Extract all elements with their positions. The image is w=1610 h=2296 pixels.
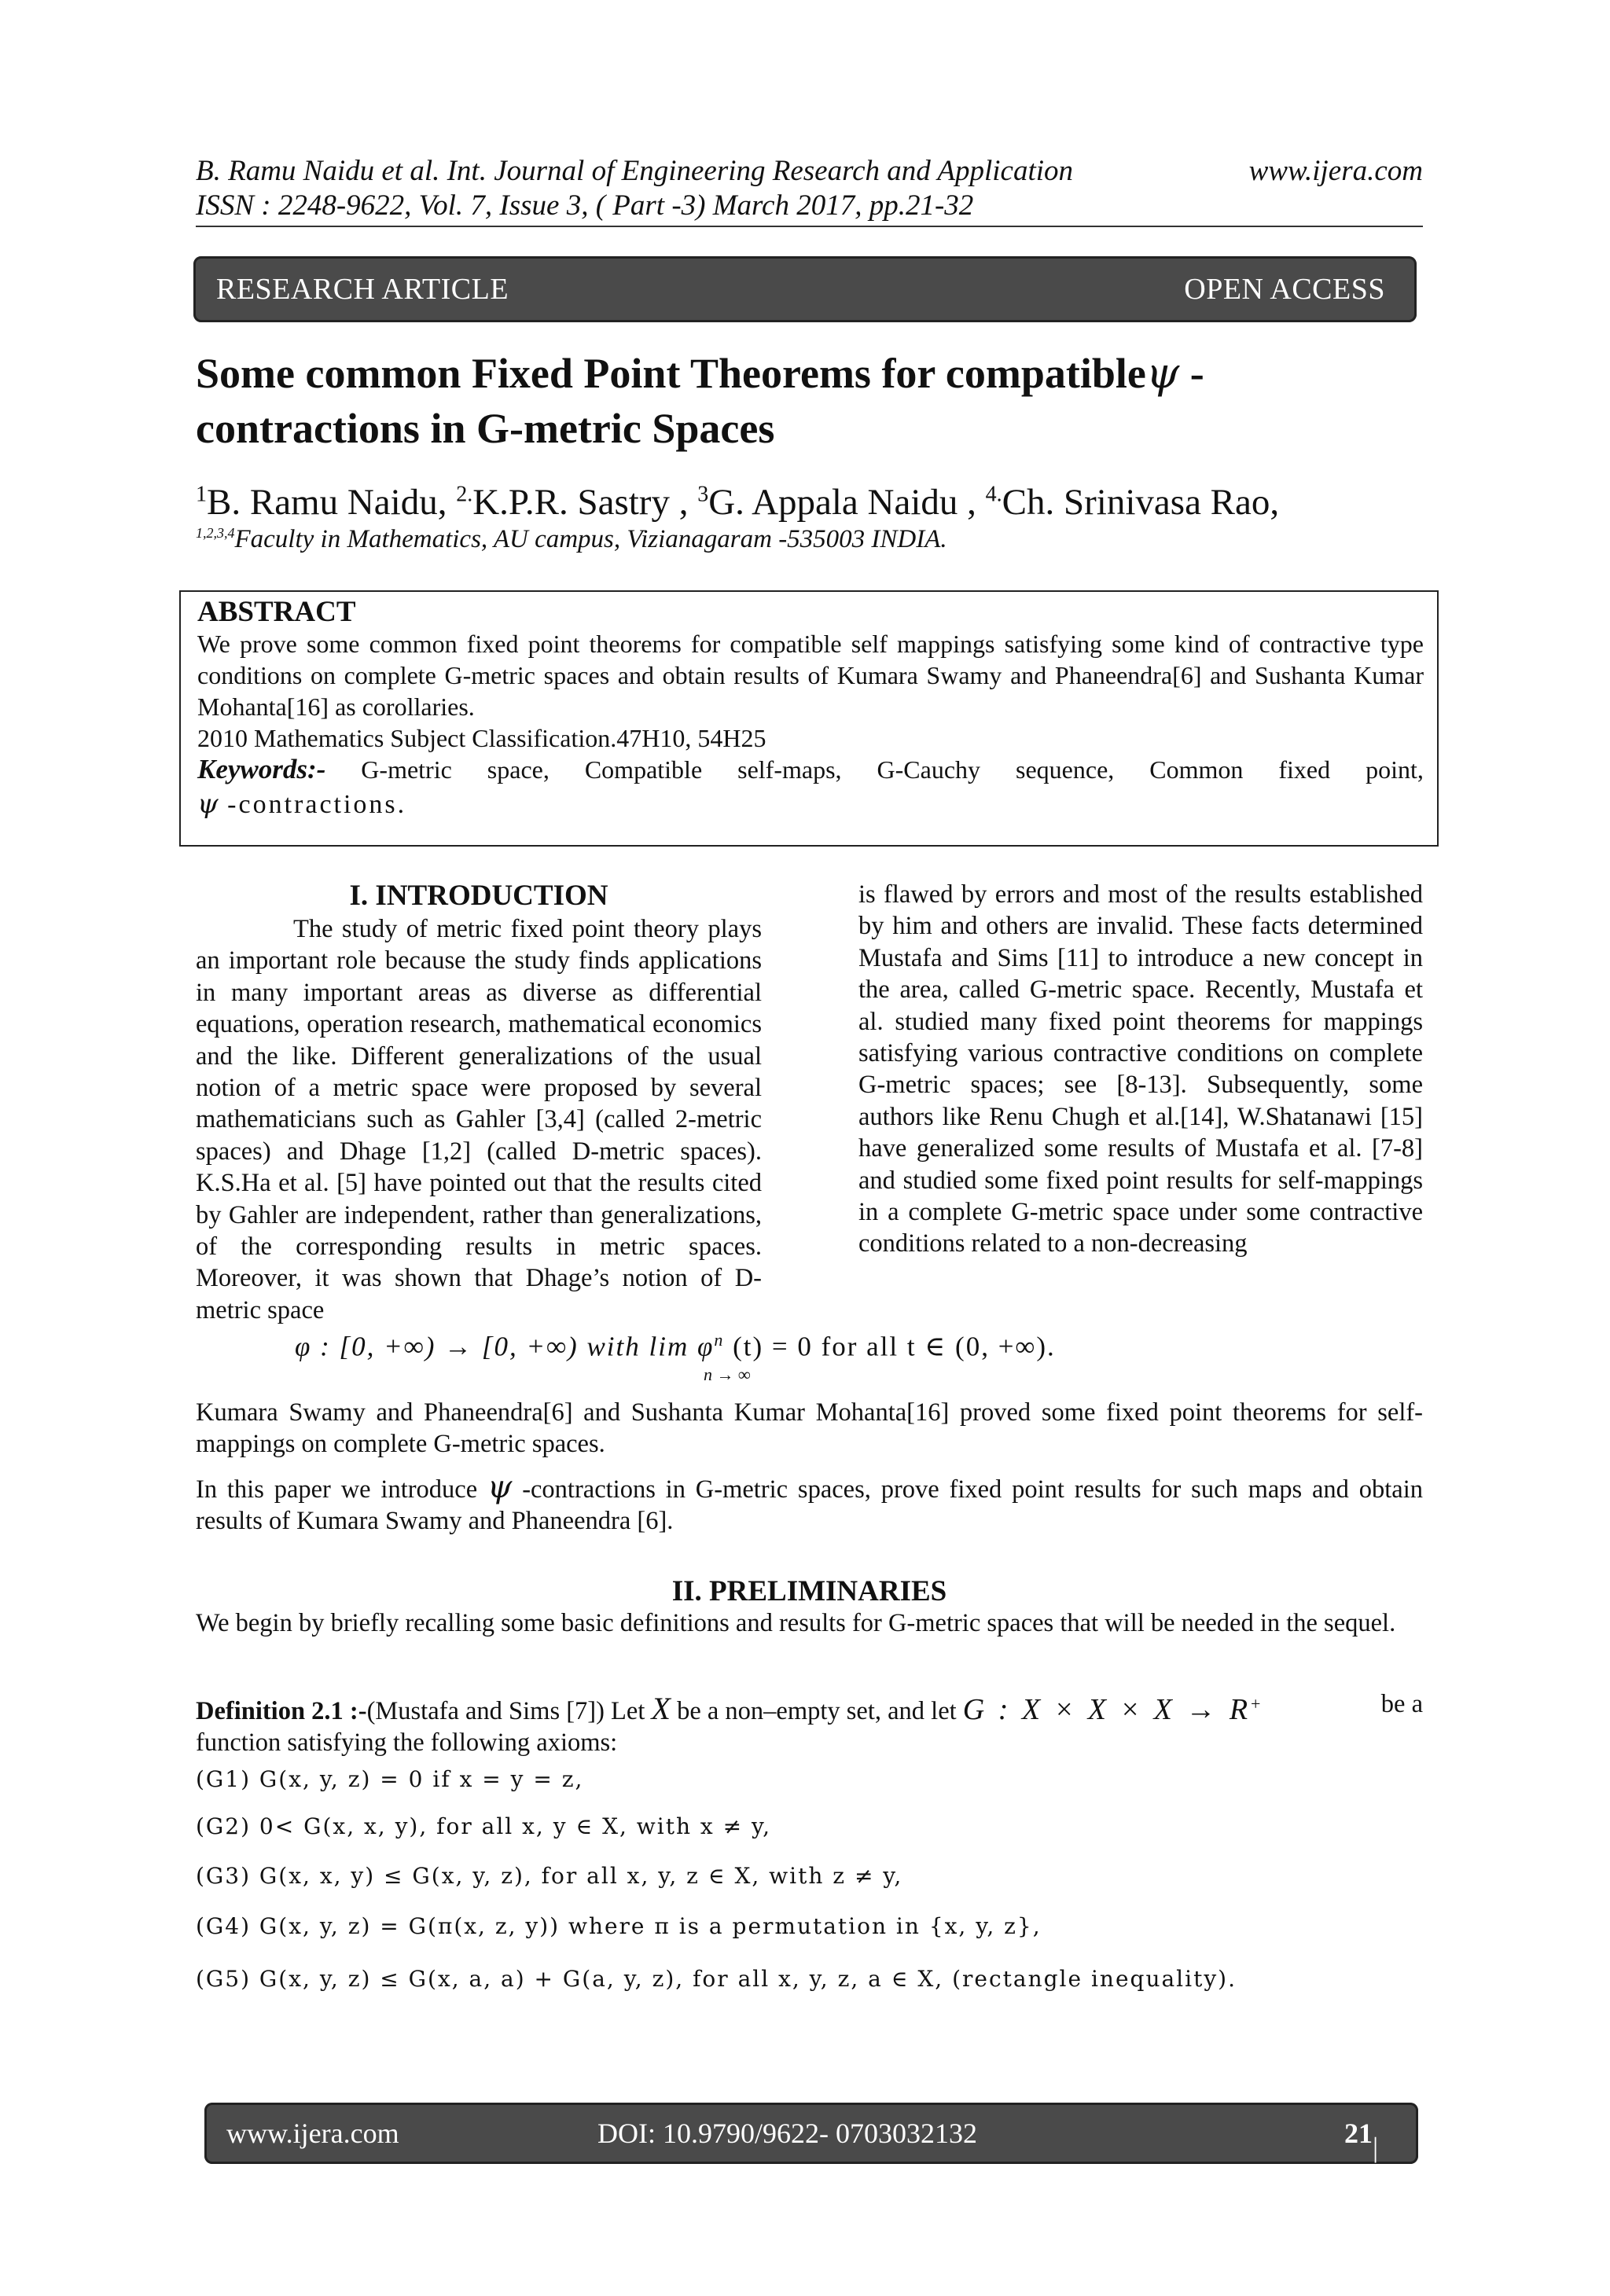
abstract-body: We prove some common fixed point theorems for compatible self mappings satisfying some kind of contractive type conditions on complete G-metric spaces and obtain results of Kumara Swamy and Phaneendra[6] and Sushanta Kumar Mohanta[16] as corollaries. bbox=[197, 630, 1424, 721]
msc-classification: 2010 Mathematics Subject Classification.47H10, 54H25 bbox=[197, 724, 766, 752]
open-access-label: OPEN ACCESS bbox=[1184, 273, 1385, 306]
footer-page-number bbox=[1344, 2117, 1388, 2295]
title-psi-symbol: ψ bbox=[1145, 348, 1180, 398]
keyword-word: point, bbox=[1366, 755, 1424, 784]
footer-website[interactable]: www.ijera.com bbox=[226, 2118, 399, 2149]
keyword-word: G-metric bbox=[361, 755, 452, 784]
journal-header: B. Ramu Naidu et al. Int. Journal of Engineering Research and Application bbox=[196, 155, 1074, 187]
definition-2-1 bbox=[196, 1688, 1423, 1758]
keyword-word: Common bbox=[1149, 755, 1244, 784]
affiliation bbox=[196, 525, 947, 554]
author-2: K.P.R. Sastry , bbox=[472, 482, 698, 523]
intro-right-column bbox=[858, 879, 1423, 1260]
affiliation-text: Faculty in Mathematics, AU campus, Vizianagaram -535003 INDIA. bbox=[234, 525, 947, 553]
definition-text: be a bbox=[1380, 1690, 1423, 1718]
section-heading-introduction: I. INTRODUCTION bbox=[349, 880, 608, 912]
axiom-g4: (G4) G(x, y, z) = G(π(x, z, y)) where π is a permutation in {x, y, z}, bbox=[196, 1913, 1042, 1939]
article-type-banner bbox=[193, 256, 1417, 322]
intro-paragraph-left: The study of metric fixed point theory plays an important role because the study finds applications in many important areas as diverse as differential equations, operation research, mathematical economics and the like. Different generalizations of the usual notion of a metric space were proposed by several mathematicians such as Gahler [3,4] (called 2-metric spaces) and Dhage [1,2] (called D-metric spaces). K.S.Ha et al. [5] have pointed out that the results cited by Gahler are independent, rather than generalizations, of the corresponding results in metric spaces. Moreover, it was shown that Dhage’s notion of D-metric space bbox=[196, 915, 762, 1324]
journal-website[interactable]: www.ijera.com bbox=[1248, 155, 1423, 187]
formula-rest: (t) = 0 for all t ∈ (0, +∞). bbox=[724, 1331, 1056, 1362]
definition-map: G : X × X × X → R bbox=[962, 1692, 1252, 1726]
keywords-line bbox=[197, 754, 1424, 785]
author-sup: 2. bbox=[456, 482, 473, 507]
keyword-word: self-maps, bbox=[737, 755, 842, 784]
paragraph-kumara-swamy: Kumara Swamy and Phaneendra[6] and Sushanta Kumar Mohanta[16] proved some fixed point theorems for self-mappings on complete G-metric spaces. bbox=[196, 1398, 1423, 1458]
psi-symbol: ψ bbox=[487, 1469, 513, 1505]
axiom-g1: (G1) G(x, y, z) = 0 if x = y = z, bbox=[196, 1766, 584, 1792]
definition-label: Definition 2.1 :- bbox=[196, 1696, 367, 1725]
title-line1-end: - bbox=[1179, 350, 1204, 397]
definition-text: be a non–empty set, and let bbox=[670, 1696, 963, 1725]
author-4: Ch. Srinivasa Rao, bbox=[1002, 482, 1280, 523]
paragraph-this-paper bbox=[196, 1471, 1423, 1537]
affiliation-sup: 1,2,3,4 bbox=[196, 525, 235, 541]
title-line2: contractions in G-metric Spaces bbox=[196, 405, 775, 452]
abstract-box bbox=[179, 590, 1439, 847]
definition-set-x: X bbox=[651, 1690, 671, 1726]
axiom-g5: (G5) G(x, y, z) ≤ G(x, a, a) + G(a, y, z), for all x, y, z, a ∈ X, (rectangle inequality). bbox=[196, 1966, 1237, 1992]
author-list bbox=[196, 481, 1279, 523]
author-1: B. Ramu Naidu, bbox=[207, 482, 457, 523]
author-3: G. Appala Naidu , bbox=[708, 482, 986, 523]
keyword-word: fixed bbox=[1278, 755, 1331, 784]
author-sup: 4. bbox=[985, 482, 1002, 507]
definition-text: function satisfying the following axioms: bbox=[196, 1728, 618, 1757]
abstract-heading: ABSTRACT bbox=[197, 596, 356, 628]
keyword-psi-symbol: ψ bbox=[197, 788, 219, 820]
axiom-g2: (G2) 0< G(x, x, y), for all x, y ∈ X, with x ≠ y, bbox=[196, 1813, 771, 1839]
author-sup: 3 bbox=[697, 482, 709, 507]
paper-title bbox=[196, 346, 1454, 456]
paragraph-text: -contractions in G-metric spaces, prove fixed point results for such maps and obtain results of Kumara Swamy and Phaneendra [6]. bbox=[196, 1475, 1423, 1535]
title-line1: Some common Fixed Point Theorems for compatible bbox=[196, 350, 1146, 397]
phi-limit-formula bbox=[295, 1330, 1056, 1384]
keyword-contractions: -contractions. bbox=[218, 790, 407, 819]
formula-main: φ : [0, +∞) → [0, +∞) with lim φ bbox=[295, 1331, 715, 1362]
keyword-word: Compatible bbox=[584, 755, 703, 784]
page-footer bbox=[204, 2103, 1418, 2295]
issn-line: ISSN : 2248-9622, Vol. 7, Issue 3, ( Part -3) March 2017, pp.21-32 bbox=[196, 189, 974, 222]
intro-left-column bbox=[196, 879, 762, 1326]
preliminaries-intro: We begin by briefly recalling some basic definitions and results for G-metric spaces that will be needed in the sequel. bbox=[196, 1609, 1396, 1637]
keywords-line-2 bbox=[197, 788, 1424, 821]
paragraph-text: In this paper we introduce bbox=[196, 1475, 487, 1504]
formula-sup: n bbox=[714, 1330, 725, 1350]
keyword-word: space, bbox=[487, 755, 550, 784]
footer-doi: DOI: 10.9790/9622- 0703032132 bbox=[597, 2118, 977, 2149]
header-divider bbox=[196, 226, 1423, 227]
keyword-word: sequence, bbox=[1016, 755, 1115, 784]
author-sup: 1 bbox=[196, 482, 207, 507]
formula-limit-subscript: n → ∞ bbox=[704, 1365, 751, 1384]
keywords-label: Keywords:- bbox=[197, 754, 326, 784]
intro-paragraph-right: is flawed by errors and most of the results established by him and others are invalid. These facts determined Mustafa and Sims [11] to introduce a new concept in the area, called G-metric space. Recently, Mustafa et al. studied many fixed point theorems for mappings satisfying various contractive conditions on complete G-metric spaces; see [8-13]. Subsequently, some authors like Renu Chugh et al.[14], W.Shatanawi [15] have generalized some results of Mustafa et al. [7-8] and studied some fixed point results for self-mappings in a complete G-metric space under some contractive conditions related to a non-decreasing bbox=[858, 880, 1423, 1258]
research-article-label: RESEARCH ARTICLE bbox=[216, 273, 509, 306]
definition-sup: + bbox=[1251, 1694, 1261, 1714]
page-number: 21 bbox=[1344, 2118, 1373, 2149]
page-label: | P a g e bbox=[1373, 2132, 1388, 2295]
definition-text: (Mustafa and Sims [7]) Let bbox=[366, 1696, 652, 1725]
section-heading-preliminaries: II. PRELIMINARIES bbox=[671, 1575, 947, 1607]
axiom-g3: (G3) G(x, x, y) ≤ G(x, y, z), for all x, y, z ∈ X, with z ≠ y, bbox=[196, 1863, 903, 1889]
keyword-word: G-Cauchy bbox=[877, 755, 981, 784]
